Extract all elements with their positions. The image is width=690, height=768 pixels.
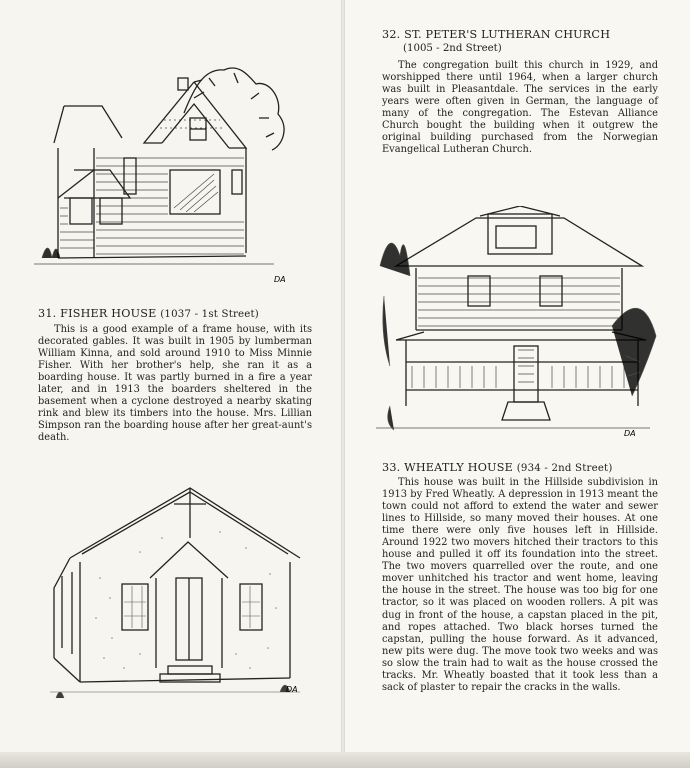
fisher-house-address: (1037 - 1st Street) <box>160 309 259 320</box>
st-peters-address: (1005 - 2nd Street) <box>403 43 502 54</box>
bottom-page-edge <box>0 752 690 768</box>
fisher-signature: DA <box>274 275 286 284</box>
st-peters-church-drawing <box>50 478 314 712</box>
wheatly-house-heading <box>382 461 613 474</box>
book-gutter <box>341 0 345 768</box>
fisher-house-heading <box>38 307 259 320</box>
wheatly-house-address: (934 - 2nd Street) <box>516 463 613 474</box>
fisher-house-drawing <box>34 58 298 290</box>
fisher-house-title: 31. FISHER HOUSE <box>38 307 157 320</box>
wheatly-house-title: 33. WHEATLY HOUSE <box>382 461 513 474</box>
st-peters-heading: 32. ST. PETER'S LUTHERAN CHURCH <box>382 28 611 41</box>
wheatly-signature: DA <box>624 429 636 438</box>
church-signature: DA <box>286 685 298 694</box>
fisher-house-text: This is a good example of a frame house, with its decorated gables. It was built in 1905 by lumberman William Kinna, and sold around 1910 to Miss Minnie Fisher. With her brother's help, she ran it as a boarding house. It was partly burned in a fire a year later, and in 1913 the boarders sheltered in the basement when a cyclone destroyed a nearby skating rink and blew its timbers into the house. Mrs. Lillian Simpson ran the boarding house after her great-aunt's death. <box>38 324 312 444</box>
wheatly-house-text: This house was built in the Hillside subdivision in 1913 by Fred Wheatly. A depression in 1913 meant the town could not afford to extend the water and sewer lines to Hillside, so many moved their houses. At one time there were only five houses left in Hillside. Around 1922 two movers hitched their tractors to this house and pulled it off its foundation into the street. The two movers quarrelled over the route, and one mover unhitched his tractor and went home, leaving the house in the street. The house was too big for one tractor, so it was placed on wooden rollers. A pit was dug in front of the house, a capstan placed in the pit, and ropes attached. Two black horses turned the capstan, pulling the house forward. As it advanced, new pits were dug. The move took two weeks and was so slow the train had to wait as the house crossed the tracks. Mr. Wheatly boasted that it took less than a sack of plaster to repair the cracks in the walls. <box>382 477 658 693</box>
st-peters-text: The congregation built this church in 1929, and worshipped there until 1964, when a larger church was built in Pleasantdale. The services in the early years were often given in German, the language of many of the congregation. The Estevan Alliance Church bought the building when it outgrew the original building purchased from the Norwegian Evangelical Lutheran Church. <box>382 60 658 156</box>
wheatly-house-drawing <box>376 206 658 444</box>
